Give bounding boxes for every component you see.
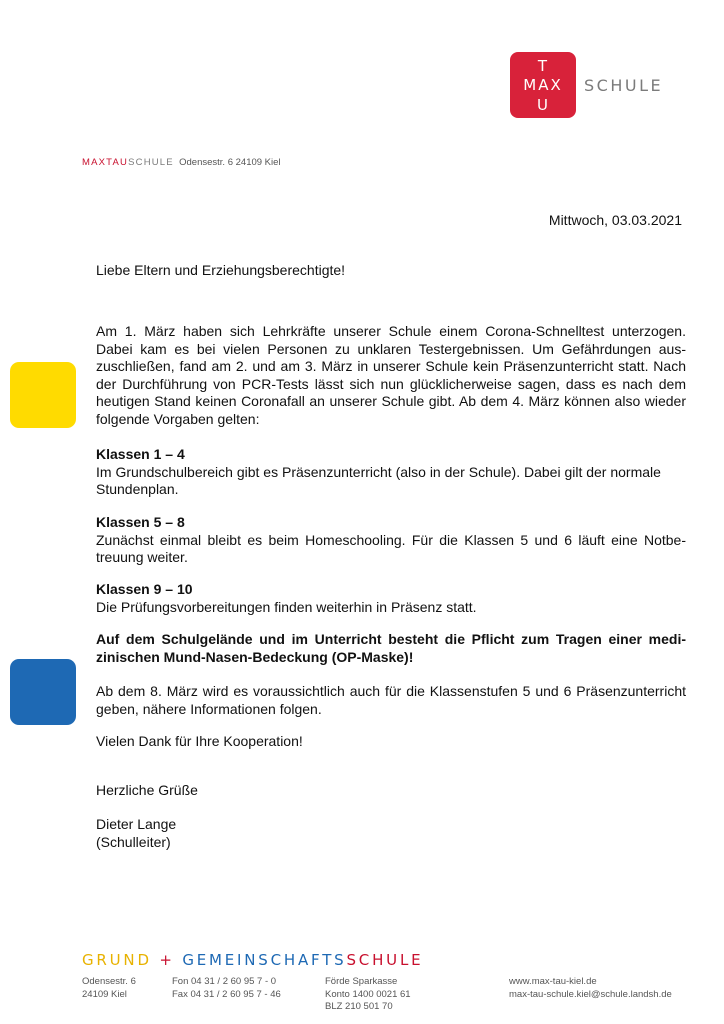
- logo-schule-text: SCHULE: [584, 76, 664, 95]
- logo-max: MAX: [523, 76, 563, 94]
- footer-phone-line: Fon 04 31 / 2 60 95 7 - 0: [172, 976, 277, 987]
- footer-schule: SCHULE: [346, 951, 424, 969]
- section-klassen-5-8: [96, 514, 686, 567]
- sender-line: [82, 157, 281, 168]
- letter-date: Mittwoch, 03.03.2021: [548, 212, 682, 228]
- section-klassen-9-10: [96, 581, 686, 616]
- yellow-square-decoration: [10, 362, 76, 428]
- footer-address-line: 24109 Kiel: [82, 988, 127, 1000]
- signature-block: [96, 816, 686, 851]
- footer-contact: [509, 976, 672, 1001]
- section-heading: Klassen 5 – 8: [96, 514, 185, 530]
- footer-gemeinschafts: GEMEINSCHAFTS: [182, 951, 347, 969]
- sender-schule: SCHULE: [128, 157, 174, 168]
- sender-max: MAXTAU: [82, 157, 129, 168]
- section-text: Die Prüfungsvorbereitungen finden weiterhin in Präsenz statt.: [96, 598, 477, 615]
- footer-grund: GRUND: [82, 951, 152, 969]
- footer-bank: [325, 976, 411, 1014]
- closing-greeting: Herzliche Grüße: [96, 782, 198, 798]
- salutation: Liebe Eltern und Erziehungsberechtigte!: [96, 262, 346, 278]
- signature-role: (Schulleiter): [96, 833, 171, 850]
- section-heading: Klassen 9 – 10: [96, 581, 193, 597]
- footer-bank-line: BLZ 210 501 70: [325, 1001, 393, 1012]
- section-text: Im Grundschulbereich gibt es Präsenzunterricht (also in der Schule). Dabei gilt der normale Stundenplan.: [96, 463, 661, 497]
- outlook-paragraph: Ab dem 8. März wird es voraussichtlich auch für die Klassenstufen 5 und 6 Präsenzunterricht geben, nähere Informationen folgen.: [96, 683, 686, 717]
- footer-school-type: [82, 951, 423, 969]
- footer-bank-line: Konto 1400 0021 61: [325, 988, 411, 1000]
- logo-letter-t: T: [537, 57, 549, 75]
- footer-plus: +: [159, 951, 175, 969]
- mask-notice: Auf dem Schulgelände und im Unterricht besteht die Pflicht zum Tragen einer medizinischen Mund-Nasen-Bedeckung (OP-Maske)!: [96, 631, 686, 665]
- school-logo: [510, 52, 576, 118]
- footer-phone: [172, 976, 281, 1001]
- footer-bank-line: Förde Sparkasse: [325, 976, 398, 987]
- section-klassen-1-4: [96, 446, 686, 499]
- signature-name: Dieter Lange: [96, 816, 177, 832]
- footer-website-link[interactable]: www.max-tau-kiel.de: [509, 976, 597, 987]
- thanks-line: Vielen Dank für Ihre Kooperation!: [96, 733, 303, 749]
- footer-address-line: Odensestr. 6: [82, 976, 136, 987]
- footer-fax-line: Fax 04 31 / 2 60 95 7 - 46: [172, 988, 281, 1000]
- section-heading: Klassen 1 – 4: [96, 446, 185, 462]
- sender-address: Odensestr. 6 24109 Kiel: [179, 157, 281, 168]
- intro-paragraph: Am 1. März haben sich Lehrkräfte unserer Schule einem Corona-Schnelltest unterzogen. Dabei kam es bei vielen Personen zu unklaren Testergebnissen. Um Gefährdungen auszuschließen, fand am 2. und am 3. März in unserer Schule kein Präsenzunterricht statt. Nach der Durchführung von PCR-Tests lässt sich nun glücklicherweise sagen, dass es nach dem heutigen Stand keinen Coronafall an unserer Schule gibt. Ab dem 4. März können also wieder folgende Vorgaben gelten:: [96, 323, 686, 427]
- blue-square-decoration: [10, 659, 76, 725]
- section-text: Zunächst einmal bleibt es beim Homeschooling. Für die Klassen 5 und 6 läuft eine Notbetreuung weiter.: [96, 531, 686, 565]
- logo-letter-u: U: [537, 96, 549, 114]
- footer-address: [82, 976, 136, 1001]
- footer-email-link[interactable]: max-tau-schule.kiel@schule.landsh.de: [509, 988, 672, 1000]
